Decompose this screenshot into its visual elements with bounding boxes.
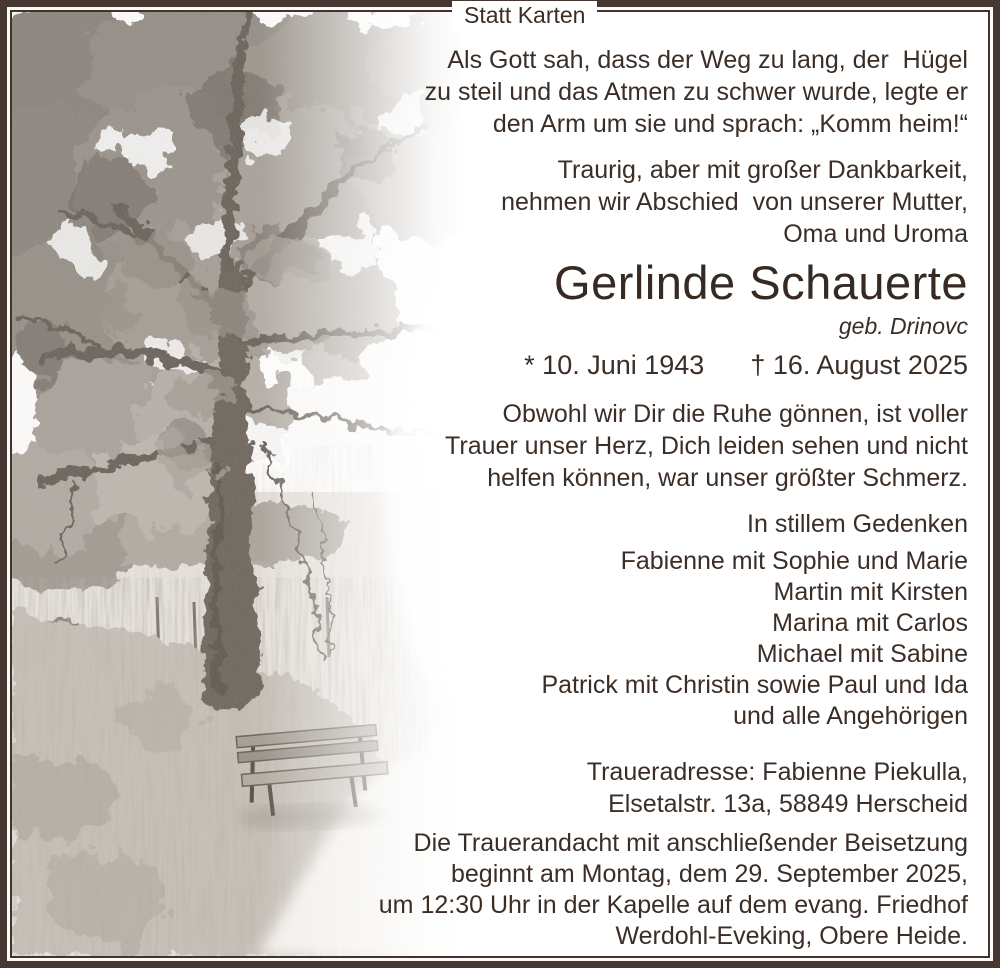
poem-line: Obwohl wir Dir die Ruhe gönnen, ist voller [502, 400, 968, 428]
mourner-line: Martin mit Kirsten [773, 578, 968, 606]
intro-line: Oma und Uroma [783, 220, 968, 248]
quote-line: Als Gott sah, dass der Weg zu lang, der Hügel [447, 46, 968, 74]
service-line: Werdohl-Eveking, Obere Heide. [615, 922, 968, 950]
intro-line: Traurig, aber mit großer Dankbarkeit, [557, 156, 968, 184]
poem-line: Trauer unser Herz, Dich leiden sehen und nicht [445, 432, 968, 460]
intro-text [368, 154, 968, 250]
condolence-poem [368, 398, 968, 494]
quote-line: den Arm um sie und sprach: „Komm heim!“ [492, 110, 968, 138]
service-line: Die Trauerandacht mit anschließender Beisetzung [413, 829, 968, 857]
deceased-name: Gerlinde Schauerte [554, 256, 968, 309]
mourning-address [368, 756, 968, 820]
mourner-line: und alle Angehörigen [733, 702, 968, 730]
service-line: beginnt am Montag, dem 29. September 2025, [451, 860, 968, 888]
service-line: um 12:30 Uhr in der Kapelle auf dem evang. Friedhof [378, 891, 968, 919]
mourners-list [368, 546, 968, 732]
address-line: Traueradresse: Fabienne Piekulla, [586, 758, 968, 786]
birth-date: * 10. Juni 1943 [524, 350, 705, 380]
mourner-line: Patrick mit Christin sowie Paul und Ida [541, 671, 968, 699]
statt-karten-label: Statt Karten [452, 1, 597, 29]
mourner-line: Marina mit Carlos [772, 609, 968, 637]
quote-line: zu steil und das Atmen zu schwer wurde, legte er [424, 78, 968, 106]
mourner-line: Michael mit Sabine [756, 640, 968, 668]
remembrance-heading: In stillem Gedenken [747, 510, 968, 538]
mourner-line: Fabienne mit Sophie und Marie [620, 547, 968, 575]
opening-quote [368, 44, 968, 140]
life-dates [368, 348, 968, 382]
poem-line: helfen können, war unser größter Schmerz. [487, 464, 968, 492]
maiden-name: geb. Drinovc [838, 313, 968, 339]
announcement-text [368, 12, 968, 952]
service-info [368, 828, 968, 952]
intro-line: nehmen wir Abschied von unserer Mutter, [501, 188, 968, 216]
address-line: Elsetalstr. 13a, 58849 Herscheid [608, 790, 968, 818]
death-date: † 16. August 2025 [750, 350, 968, 380]
notice-frame [10, 2, 990, 958]
